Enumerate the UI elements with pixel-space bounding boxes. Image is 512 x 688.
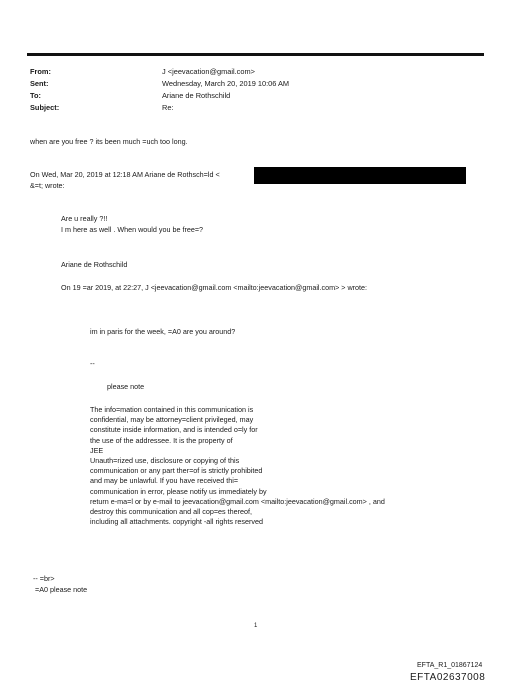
- to-value: Ariane de Rothschild: [162, 91, 231, 100]
- reply1-line2: I m here as well . When would you be free=?: [61, 225, 204, 234]
- disclaimer-line: constitute inside information, and is intended o=ly for: [90, 425, 258, 435]
- quote1-line1: On Wed, Mar 20, 2019 at 12:18 AM Ariane de Rothsch=ld <: [30, 170, 220, 179]
- from-value: J <jeevacation@gmail.com>: [162, 67, 255, 76]
- bates-stamp-large: EFTA02637008: [410, 672, 486, 683]
- disclaimer-line: and may be unlawful. If you have received thi=: [90, 476, 239, 486]
- subject-label: Subject:: [30, 103, 60, 112]
- paris-line: im in paris for the week, =A0 are you around?: [90, 327, 236, 336]
- subject-value: Re:: [162, 103, 174, 112]
- sent-value: Wednesday, March 20, 2019 10:06 AM: [162, 79, 290, 88]
- disclaimer: [90, 405, 385, 527]
- signature: Ariane de Rothschild: [61, 260, 128, 269]
- disclaimer-line: confidential, may be attorney=client privileged, may: [90, 415, 254, 425]
- please-note: please note: [107, 382, 145, 391]
- disclaimer-line: the use of the addressee. It is the property of: [90, 435, 233, 445]
- from-label: From:: [30, 67, 51, 76]
- footer-note: =A0 please note: [35, 585, 88, 594]
- reply1-line1: Are u really ?!!: [61, 214, 108, 223]
- page-number: 1: [254, 623, 258, 629]
- disclaimer-line: including all attachments. copyright -all rights reserved: [90, 517, 263, 527]
- disclaimer-line: JEE: [90, 445, 104, 455]
- disclaimer-line: communication or any part ther=of is strictly prohibited: [90, 466, 263, 476]
- disclaimer-line: The info=mation contained in this communication is: [90, 405, 254, 414]
- quote2-line: On 19 =ar 2019, at 22:27, J <jeevacation@gmail.com <mailto:jeevacation@gmail.com> > wrote:: [61, 283, 368, 292]
- disclaimer-line: return e-ma=l or by e-mail to jeevacation@gmail.com <mailto:jeevacation@gmail.com> , and: [90, 496, 385, 506]
- dashes: --: [90, 359, 95, 368]
- disclaimer-line: destroy this communication and all cop=es thereof,: [90, 506, 253, 516]
- disclaimer-line: Unauth=rized use, disclosure or copying of this: [90, 455, 240, 465]
- header-rule: [27, 53, 484, 56]
- br-line: -- =br>: [33, 574, 55, 583]
- to-label: To:: [30, 91, 41, 100]
- bates-stamp-small: EFTA_R1_01867124: [417, 662, 483, 669]
- quote1-line2: &=t; wrote:: [30, 181, 65, 190]
- redaction-block: [254, 167, 466, 184]
- disclaimer-line: communication in error, please notify us immediately by: [90, 486, 267, 496]
- sent-label: Sent:: [30, 79, 49, 88]
- opening-line: when are you free ? its been much =uch too long.: [30, 137, 188, 146]
